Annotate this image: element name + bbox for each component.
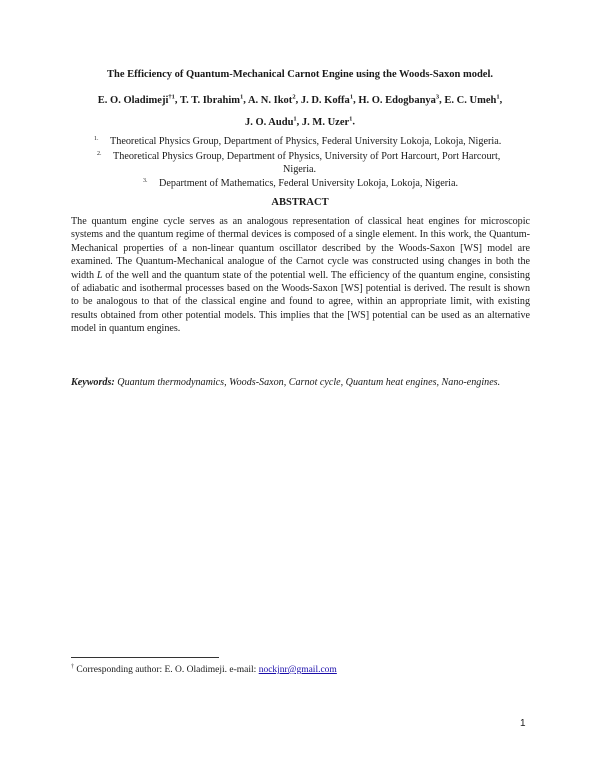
author-list-line-2: J. O. Audu$^1$, J. M. Uzer$^1$. xyxy=(244,115,356,128)
author: J. O. Audu$^1$ xyxy=(244,115,297,128)
author: E. O. Oladimeji$^{\dagger 1}$ xyxy=(97,93,175,106)
page-number: 1 xyxy=(520,718,526,729)
keywords: Keywords: Quantum thermodynamics, Woods-Saxon, Carnot cycle, Quantum heat engines, Nano-engines. xyxy=(71,377,501,388)
affiliation-1: 1. Theoretical Physics Group, Department of Physics, Federal University Lokoja, Lokoja, Nigeria. xyxy=(94,136,502,147)
abstract-body: The quantum engine cycle serves as an analogous representation of classical heat engines for microscopic systems and the quantum regime of thermal devices is composed of a single element. In this work, the Quantum-Mechanical properties of a non-linear quantum oscillator described by the Woods-Saxon [WS] model are examined. The Quantum-Mechanical analogue of the Carnot cycle was constructed using changes in both the width L of the well and the quantum state of the potential well. The efficiency of the quantum engine, consisting of adiabatic and isothermal processes based on the Woods-Saxon [WS] potential is derived. The result is shown to be analogous to that of the classical engine and found to agree, within an appropriate limit, with existing results obtained from other potential models. This implies that the [WS] potential can be used as an alternative model in quantum engines. xyxy=(71,216,531,335)
footnote-divider xyxy=(71,657,219,658)
keywords-label: Keywords: xyxy=(71,377,115,388)
author: A. N. Ikot$^2$ xyxy=(247,93,296,106)
paper-title: The Efficiency of Quantum-Mechanical Carnot Engine using the Woods-Saxon model. xyxy=(107,69,493,80)
author: E. C. Umeh$^1$ xyxy=(444,93,500,106)
email-link[interactable]: nockjnr@gmail.com xyxy=(258,665,337,676)
author: T. T. Ibrahim$^1$ xyxy=(179,93,244,106)
author: H. O. Edogbanya$^3$ xyxy=(358,93,440,106)
footnote: † Corresponding author: E. O. Oladimeji. e-mail: nockjnr@gmail.com xyxy=(71,664,337,676)
affiliation-2: 2. Theoretical Physics Group, Department of Physics, University of Port Harcourt, Port Harcourt, xyxy=(97,151,501,162)
abstract-heading: ABSTRACT xyxy=(271,197,329,208)
author: J. M. Uzer$^1$ xyxy=(301,115,353,128)
author-list-line-1: E. O. Oladimeji$^{\dagger 1}$, T. T. Ibrahim$^1$, A. N. Ikot$^2$, J. D. Koffa$^1$, H. O. Edogbanya$^3$, E. C. Umeh$^1$, xyxy=(97,93,503,106)
author: J. D. Koffa$^1$ xyxy=(300,93,354,106)
affiliation-3: 3. Department of Mathematics, Federal University Lokoja, Lokoja, Nigeria. xyxy=(143,178,459,189)
affiliation-2-continuation: Nigeria. xyxy=(283,164,317,175)
width-variable: L xyxy=(96,269,103,281)
